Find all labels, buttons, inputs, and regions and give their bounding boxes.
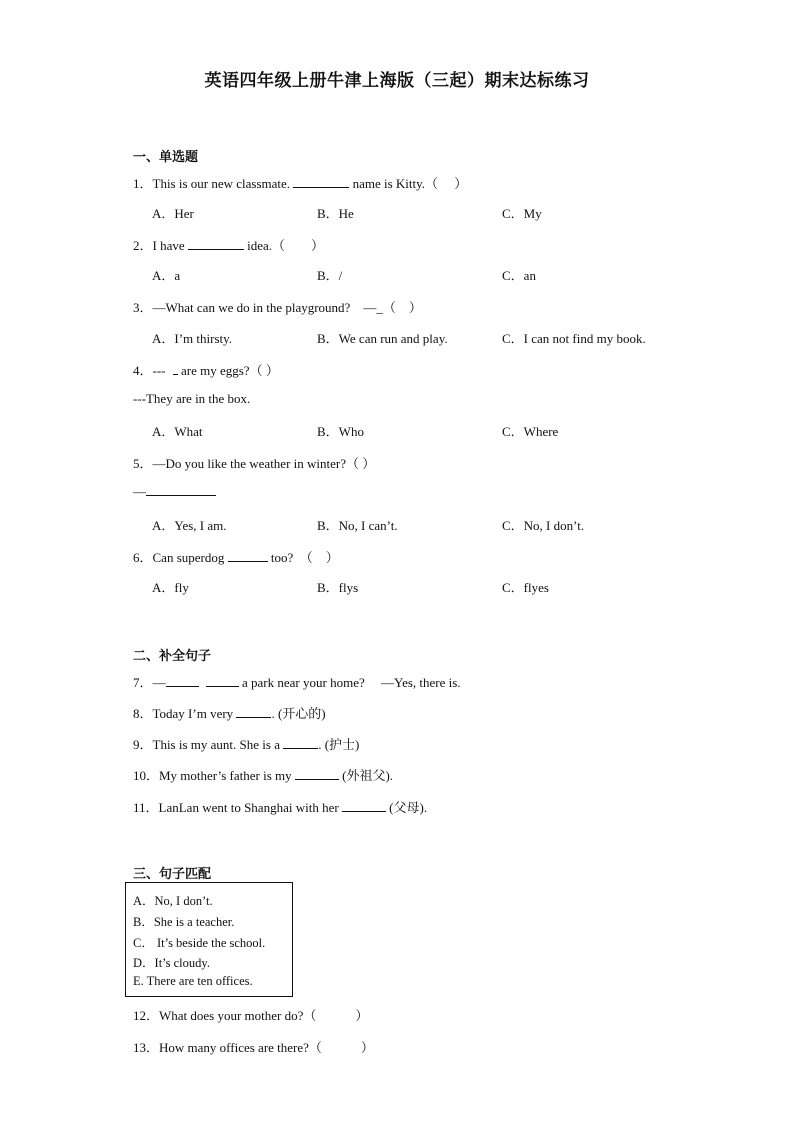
question-9	[133, 734, 359, 753]
question-2-text-start: 2．I have	[133, 238, 185, 253]
option-b[interactable]: B．/	[317, 268, 343, 283]
answer-blank-2[interactable]	[206, 675, 239, 687]
answer-blank[interactable]	[295, 768, 339, 780]
question-5: 5．—Do you like the weather in winter?（ ）	[133, 456, 376, 471]
section-heading-sentence-matching: 三、句子匹配	[133, 866, 212, 881]
answer-blank[interactable]	[173, 363, 178, 375]
question-7-text-start: 7．—	[133, 675, 166, 690]
question-10	[133, 765, 393, 784]
option-b[interactable]: B．flys	[317, 580, 359, 595]
answer-blank[interactable]	[146, 484, 216, 496]
question-4-text-start: 4．---	[133, 363, 166, 378]
question-1	[133, 173, 467, 192]
question-7	[133, 672, 461, 691]
answer-blank[interactable]	[293, 176, 349, 188]
question-11-text-start: 11．LanLan went to Shanghai with her	[133, 800, 339, 815]
option-c[interactable]: C．I can not find my book.	[502, 331, 646, 346]
question-4	[133, 360, 279, 379]
question-7-text-end: a park near your home? —Yes, there is.	[242, 675, 461, 690]
match-option-d: D．It’s cloudy.	[133, 956, 210, 970]
option-c[interactable]: C．Where	[502, 424, 559, 439]
question-2-text-end: idea.（ ）	[247, 238, 325, 253]
question-3: 3．—What can we do in the playground? —_（ ）	[133, 300, 422, 315]
section-heading-single-choice: 一、单选题	[133, 149, 199, 164]
question-1-text-end: name is Kitty.（ ）	[352, 176, 468, 191]
question-4-reply: ---They are in the box.	[133, 391, 251, 406]
option-a[interactable]: A．Her	[152, 206, 194, 221]
option-b[interactable]: B．He	[317, 206, 354, 221]
question-2	[133, 235, 324, 254]
question-8-text-end: . (开心的)	[271, 706, 326, 721]
match-option-a: A．No, I don’t.	[133, 894, 213, 908]
question-6-text-start: 6．Can superdog	[133, 550, 225, 565]
option-b[interactable]: B．We can run and play.	[317, 331, 448, 346]
question-10-text-end: (外祖父).	[342, 768, 394, 783]
option-a[interactable]: A．a	[152, 268, 181, 283]
question-5-answer-line	[133, 484, 216, 500]
answer-blank[interactable]	[283, 737, 318, 749]
option-c[interactable]: C．No, I don’t.	[502, 518, 585, 533]
match-option-b: B．She is a teacher.	[133, 915, 235, 929]
option-a[interactable]: A．Yes, I am.	[152, 518, 227, 533]
option-c[interactable]: C．My	[502, 206, 542, 221]
option-b[interactable]: B．Who	[317, 424, 364, 439]
match-option-e: E. There are ten offices.	[133, 974, 253, 988]
question-8	[133, 703, 326, 722]
question-10-text-start: 10．My mother’s father is my	[133, 768, 292, 783]
answer-blank[interactable]	[188, 238, 244, 250]
dash: —	[133, 484, 146, 499]
question-11-text-end: (父母).	[389, 800, 428, 815]
answer-blank[interactable]	[342, 800, 386, 812]
option-b[interactable]: B．No, I can’t.	[317, 518, 398, 533]
question-4-text-end: are my eggs?（ ）	[181, 363, 279, 378]
question-11	[133, 797, 427, 816]
option-c[interactable]: C．flyes	[502, 580, 549, 595]
question-13: 13．How many offices are there?（ ）	[133, 1040, 374, 1055]
page-title: 英语四年级上册牛津上海版（三起）期末达标练习	[204, 71, 590, 90]
question-12: 12．What does your mother do?（ ）	[133, 1008, 369, 1023]
option-a[interactable]: A．I’m thirsty.	[152, 331, 233, 346]
section-heading-complete-sentences: 二、补全句子	[133, 648, 212, 663]
question-8-text-start: 8．Today I’m very	[133, 706, 234, 721]
question-6-text-end: too? （ ）	[270, 550, 339, 565]
option-a[interactable]: A．What	[152, 424, 203, 439]
option-a[interactable]: A．fly	[152, 580, 189, 595]
question-9-text-start: 9．This is my aunt. She is a	[133, 737, 280, 752]
answer-blank-1[interactable]	[166, 675, 199, 687]
option-c[interactable]: C．an	[502, 268, 536, 283]
match-option-c: C． It’s beside the school.	[133, 936, 266, 950]
question-9-text-end: . (护士)	[318, 737, 360, 752]
answer-blank[interactable]	[236, 706, 271, 718]
question-1-text-start: 1．This is our new classmate.	[133, 176, 291, 191]
answer-blank[interactable]	[228, 550, 268, 562]
question-6	[133, 547, 339, 566]
matching-options-box	[125, 882, 293, 997]
